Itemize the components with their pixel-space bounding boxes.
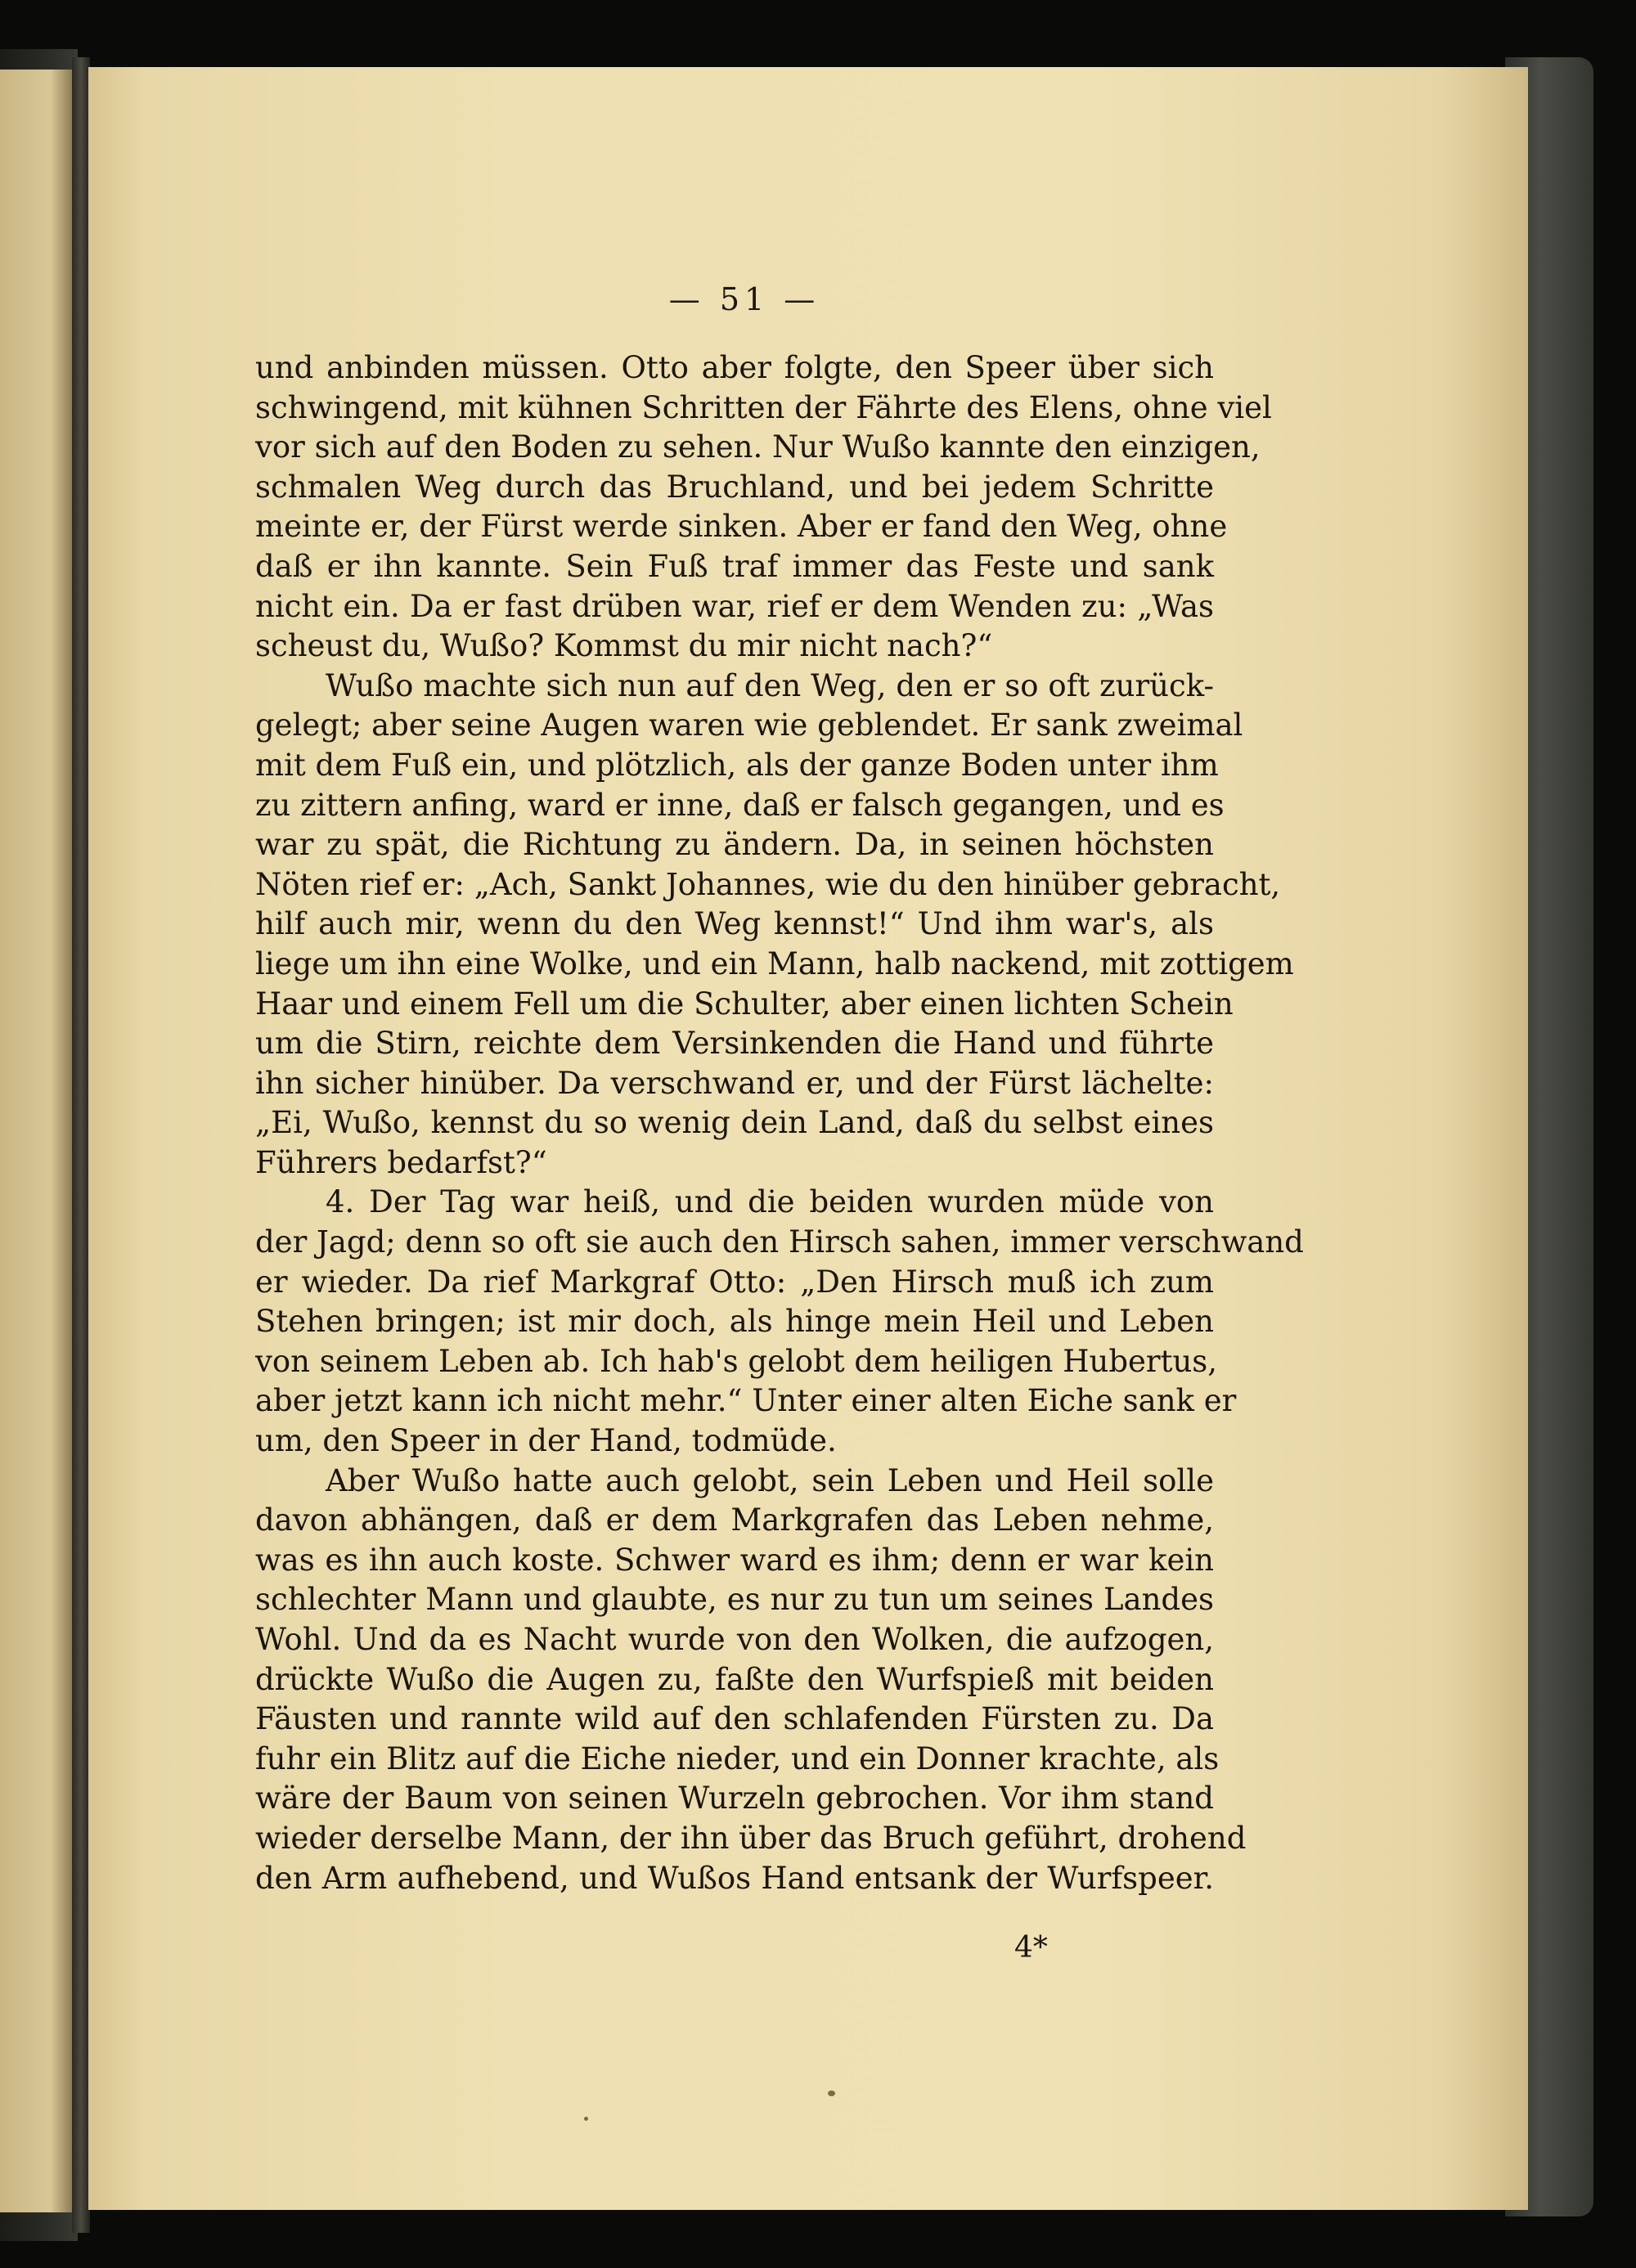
text-line: aber jetzt kann ich nicht mehr.“ Unter einer alten Eiche sank er bbox=[255, 1383, 1237, 1419]
text-line: ihn sicher hinüber. Da verschwand er, und der Fürst lächelte: bbox=[255, 1065, 1214, 1101]
text-line: Haar und einem Fell um die Schulter, aber einen lichten Schein bbox=[255, 986, 1234, 1022]
text-line: Führers bedarfst?“ bbox=[255, 1144, 547, 1180]
text-line: schmalen Weg durch das Bruchland, und bei jedem Schritte bbox=[255, 469, 1214, 505]
text-line: Wußo machte sich nun auf den Weg, den er so oft zurück- bbox=[326, 667, 1214, 703]
text-line: Nöten rief er: „Ach, Sankt Johannes, wie du den hinüber gebracht, bbox=[255, 866, 1281, 902]
text-line: um, den Speer in der Hand, todmüde. bbox=[255, 1423, 837, 1459]
text-line: nicht ein. Da er fast drüben war, rief er dem Wenden zu: „Was bbox=[255, 588, 1214, 624]
text-line: liege um ihn eine Wolke, und ein Mann, halb nackend, mit zottigem bbox=[255, 945, 1294, 981]
text-line: zu zittern anfing, ward er inne, daß er falsch gegangen, und es bbox=[255, 787, 1225, 823]
text-line: daß er ihn kannte. Sein Fuß traf immer das Feste und sank bbox=[255, 548, 1214, 584]
text-line: hilf auch mir, wenn du den Weg kennst!“ Und ihm war's, als bbox=[255, 906, 1214, 942]
text-line: meinte er, der Fürst werde sinken. Aber er fand den Weg, ohne bbox=[255, 509, 1228, 545]
text-line: und anbinden müssen. Otto aber folgte, den Speer über sich bbox=[255, 350, 1214, 385]
paper-speck bbox=[828, 2091, 835, 2096]
text-line: fuhr ein Blitz auf die Eiche nieder, und ein Donner krachte, als bbox=[255, 1740, 1220, 1776]
text-line: Stehen bringen; ist mir doch, als hinge mein Heil und Leben bbox=[255, 1304, 1214, 1340]
text-line: er wieder. Da rief Markgraf Otto: „Den Hirsch muß ich zum bbox=[255, 1264, 1214, 1300]
text-line: gelegt; aber seine Augen waren wie geblendet. Er sank zweimal bbox=[255, 707, 1243, 743]
paper-speck bbox=[584, 2117, 588, 2121]
text-line: Fäusten und rannte wild auf den schlafenden Fürsten zu. Da bbox=[255, 1701, 1214, 1737]
text-line: drückte Wußo die Augen zu, faßte den Wurfspieß mit beiden bbox=[255, 1661, 1214, 1697]
text-line: wieder derselbe Mann, der ihn über das Bruch geführt, drohend bbox=[255, 1820, 1247, 1856]
text-line: der Jagd; denn so oft sie auch den Hirsch sahen, immer verschwand bbox=[255, 1224, 1304, 1260]
text-line: den Arm aufhebend, und Wußos Hand entsank der Wurfspeer. bbox=[255, 1860, 1214, 1896]
book-gutter bbox=[72, 57, 90, 2233]
text-line: Aber Wußo hatte auch gelobt, sein Leben und Heil solle bbox=[326, 1462, 1214, 1498]
text-line: um die Stirn, reichte dem Versinkenden die Hand und führte bbox=[255, 1026, 1214, 1062]
text-line: „Ei, Wußo, kennst du so wenig dein Land, daß du selbst eines bbox=[255, 1105, 1214, 1141]
text-line: was es ihn auch koste. Schwer ward es ihm; denn er war kein bbox=[255, 1542, 1214, 1578]
text-line: schlechter Mann und glaubte, es nur zu tun um seines Landes bbox=[255, 1582, 1214, 1618]
body-text bbox=[255, 348, 1304, 1898]
text-line: mit dem Fuß ein, und plötzlich, als der ganze Boden unter ihm bbox=[255, 747, 1219, 783]
text-line: war zu spät, die Richtung zu ändern. Da, in seinen höchsten bbox=[255, 827, 1214, 863]
text-line: scheust du, Wußo? Kommst du mir nicht nach?“ bbox=[255, 628, 993, 664]
text-line: Wohl. Und da es Nacht wurde von den Wolken, die aufzogen, bbox=[255, 1622, 1214, 1657]
page-number: — 51 — bbox=[668, 281, 820, 317]
text-line: vor sich auf den Boden zu sehen. Nur Wußo kannte den einzigen, bbox=[255, 429, 1261, 465]
text-line: von seinem Leben ab. Ich hab's gelobt dem heiligen Hubertus, bbox=[255, 1343, 1218, 1379]
text-line: 4. Der Tag war heiß, und die beiden wurden müde von bbox=[326, 1184, 1214, 1220]
signature-mark: 4* bbox=[1014, 1931, 1048, 1965]
text-line: schwingend, mit kühnen Schritten der Fährte des Elens, ohne viel bbox=[255, 389, 1272, 425]
text-line: wäre der Baum von seinen Wurzeln gebrochen. Vor ihm stand bbox=[255, 1781, 1214, 1817]
text-line: davon abhängen, daß er dem Markgrafen das Leben nehme, bbox=[255, 1502, 1214, 1538]
previous-page-edge bbox=[0, 70, 72, 2212]
